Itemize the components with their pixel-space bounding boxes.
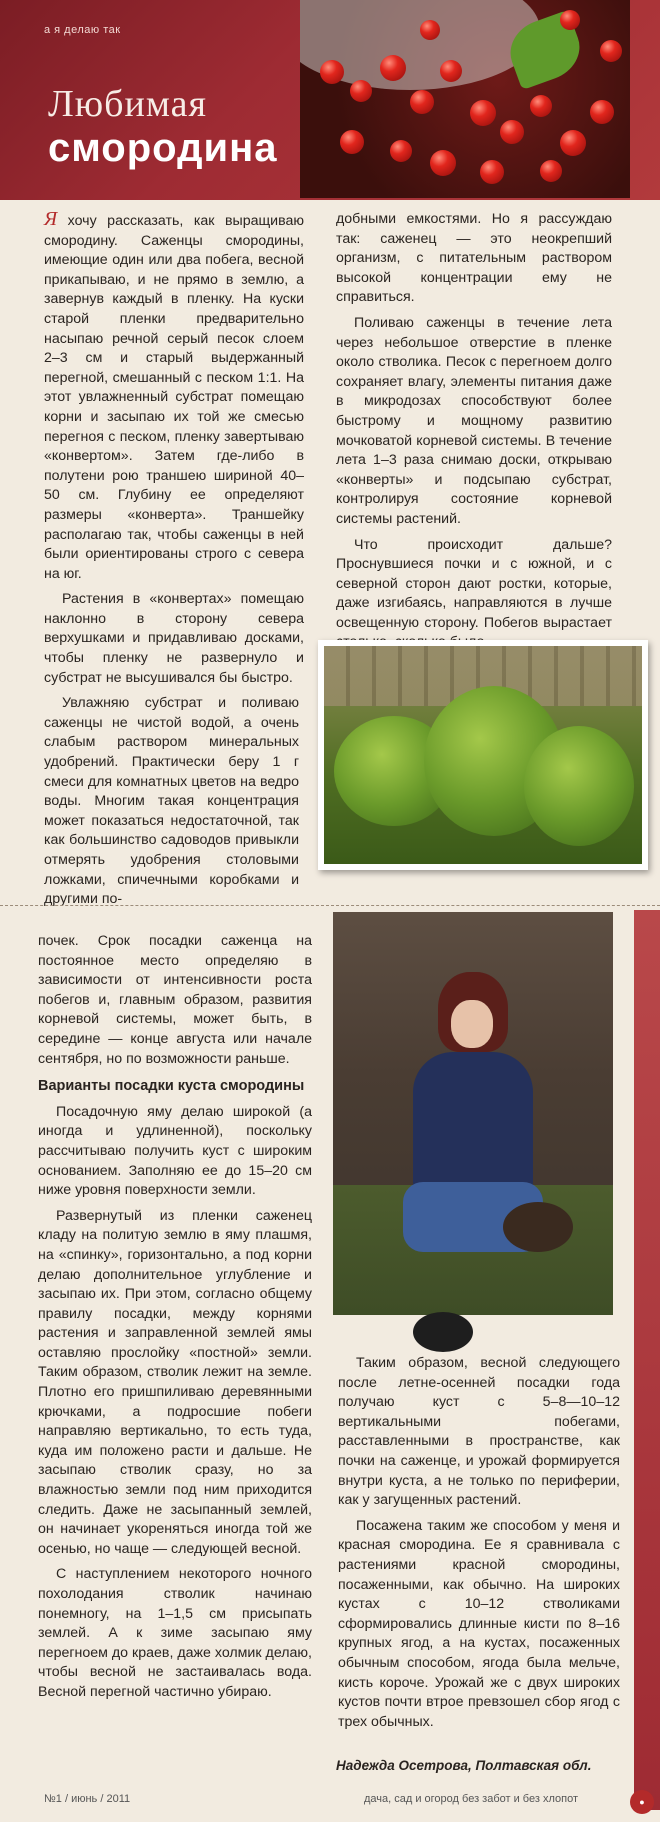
- red-currant-photo: [300, 0, 630, 198]
- paragraph: Поливаю саженцы в течение лета через небольшое отверстие в пленке около стволика. Песок с перегноем долго сохраняет влагу, элементы питания даже в микродозах способствуют более быстрому и мощному развитию мочковатой корневой системы. В течение лета 1–3 раза снимаю доски, открываю «конверты» и подсыпаю субстрат, контролируя состояние корневой системы растений.: [336, 314, 612, 527]
- person-icon: [393, 972, 543, 1252]
- woman-planting-photo: [333, 912, 613, 1315]
- berry-icon: [410, 90, 434, 114]
- berry-icon: [340, 130, 364, 154]
- berry-icon: [600, 40, 622, 62]
- berry-icon: [390, 140, 412, 162]
- title-line-2: смородина: [48, 126, 278, 170]
- paragraph: Таким образом, весной следующего после летне-осенней посадки года получаю куст с 5–8—10–12 вертикальными побегами, расставленными в пространстве, как почки на саженце, и урожай формируется внутри куста, а не только по периферии, как у загущенных растений.: [338, 1355, 620, 1509]
- author-signature: Надежда Осетрова, Полтавская обл.: [336, 1758, 592, 1773]
- berry-icon: [470, 100, 496, 126]
- berry-icon: [420, 20, 440, 40]
- berry-icon: [500, 120, 524, 144]
- corner-badge-icon: ●: [630, 1790, 654, 1814]
- berry-icon: [430, 150, 456, 176]
- berry-icon: [590, 100, 614, 124]
- berry-icon: [320, 60, 344, 84]
- article-column-3: [38, 932, 312, 1709]
- section-heading: Варианты посадки куста смородины: [38, 1078, 305, 1095]
- issue-number: №1 / июнь / 2011: [44, 1793, 131, 1805]
- paragraph: [44, 210, 304, 584]
- paragraph: Что происходит дальше? Проснувшиеся почки и с южной, и с северной сторон дают ростки, которые, даже изгибаясь, направляются в лучше освещенную сторону. Побегов вырастает: [336, 536, 612, 631]
- berry-icon: [480, 160, 504, 184]
- paragraph: Развернутый из пленки саженец кладу на политую землю в яму плашмя, на «спинку», горизонтально, а под корни делаю дополнительное углубление и засыпаю их. При этом, согласно общему правилу посадки, между корнями растения и заправленной землей ямы оставляю прослойку «постной» земли. Таким образом, стволик лежит на земле. Плотно его пришпиливаю деревянными крючками, а подросшие побеги направляю вертикально, то есть туда, куда им положено расти и дальше. Не засыпаю стволик сразу, но за влажностью земли под ним приходится следить. Даже не засыпанный землей, он начинает укореняться иногда той же осенью, но чаще — следующей весной.: [38, 1207, 312, 1557]
- article-column-4: [338, 1354, 620, 1738]
- dropcap: Я: [44, 208, 58, 230]
- footer-tagline: дача, сад и огород без забот и без хлопот: [364, 1793, 578, 1805]
- berry-icon: [380, 55, 406, 81]
- page-divider: [0, 905, 660, 906]
- berry-icon: [530, 95, 552, 117]
- berry-icon: [440, 60, 462, 82]
- paragraph: почек. Срок посадки саженца на постоянное место определяю в зависимости от интенсивности роста побегов и, главным образом, развития корневой системы, может быть, в середине — конце августа или начале сентября, но по возможности раньше.: [38, 933, 312, 1067]
- bush-icon: [524, 726, 634, 846]
- paragraph: Посадочную яму делаю широкой (а иногда и удлиненной), поскольку рассчитываю получить куст с широким основанием. Заполняю ее до 15–20 см ниже уровня поверхности земли.: [38, 1103, 312, 1199]
- currant-bush-photo: [318, 640, 648, 870]
- paragraph: С наступлением некоторого ночного похолодания стволик начинаю понемногу, на 1–1,5 см присыпать землей. А к зиме засыпаю яму перегноем до краев, даже холмик делаю, чтобы весной не застаивалась вода. Весной перегной частично убираю.: [38, 1566, 312, 1700]
- section-label: а я делаю так: [44, 24, 121, 36]
- header-band: [0, 0, 660, 200]
- berry-icon: [560, 130, 586, 156]
- paragraph-text: хочу рассказать, как выращиваю смородину. Саженцы смородины, имеющие один или два побега, весной прикапываю, и не прямо в землю, а завернув каждый в пленку. На куски старой пленки предварительно насыпаю речной серый песок слоем 2–3 см и старый выдержанный перегной, смешанный с песком 1:1. На этот увлажненный субстрат помещаю корни и засыпаю их той же смесью перегноя с песком, пленку завертываю «конвертом». Затем где-либо в полутени рою траншею шириной 40–50 см. Глубину ее определяют размеры «конверта». Траншейку располагаю так, чтобы саженцы в ней были ориентированы строго с севера на юг.: [44, 213, 304, 582]
- berry-icon: [350, 80, 372, 102]
- paragraph: Посажена таким же способом у меня и красная смородина. Ее я сравнивала с растениями красной смородины, посаженными, как обычно. На широких кустах с 10–12 стволиками сформировались длинные кисти по 8–16 крупных ягод, а на кустах, посаженных обычным способом, ягода была мельче, кисть короче. Урожай же с двух широких кустов почти втрое превзошел сбор ягод с трех обычных.: [338, 1517, 620, 1730]
- berry-icon: [560, 10, 580, 30]
- roots-icon: [503, 1202, 573, 1252]
- paragraph: Увлажняю субстрат и поливаю саженцы не чистой водой, а очень слабым раствором минеральных удобрений. Практически беру 1 г смеси для комнатных цветов на ведро воды. Многим такая концентрация может показаться недостаточной, так как большинство садоводов привыкли отмерять удобрения столовыми ложками, спичечными коробками и другими по-: [44, 695, 299, 908]
- article-column-1: [44, 210, 304, 916]
- paragraph: Растения в «конвертах» помещаю наклонно в сторону севера верхушками и придавливаю досками, чтобы пленку не развернуло и субстрат не высушивался бы быстро.: [44, 591, 304, 686]
- jacket-shape: [413, 1052, 533, 1202]
- title-line-1: Любимая: [48, 83, 207, 125]
- pot-icon: [413, 1312, 473, 1352]
- berry-icon: [540, 160, 562, 182]
- paragraph: добными емкостями. Но я рассуждаю так: саженец — это неокрепший организм, с питательным раствором высокой концентрации ему не справиться.: [336, 211, 612, 306]
- right-color-strip: [634, 910, 660, 1810]
- article-column-2: [336, 210, 612, 659]
- face-shape: [451, 1000, 493, 1048]
